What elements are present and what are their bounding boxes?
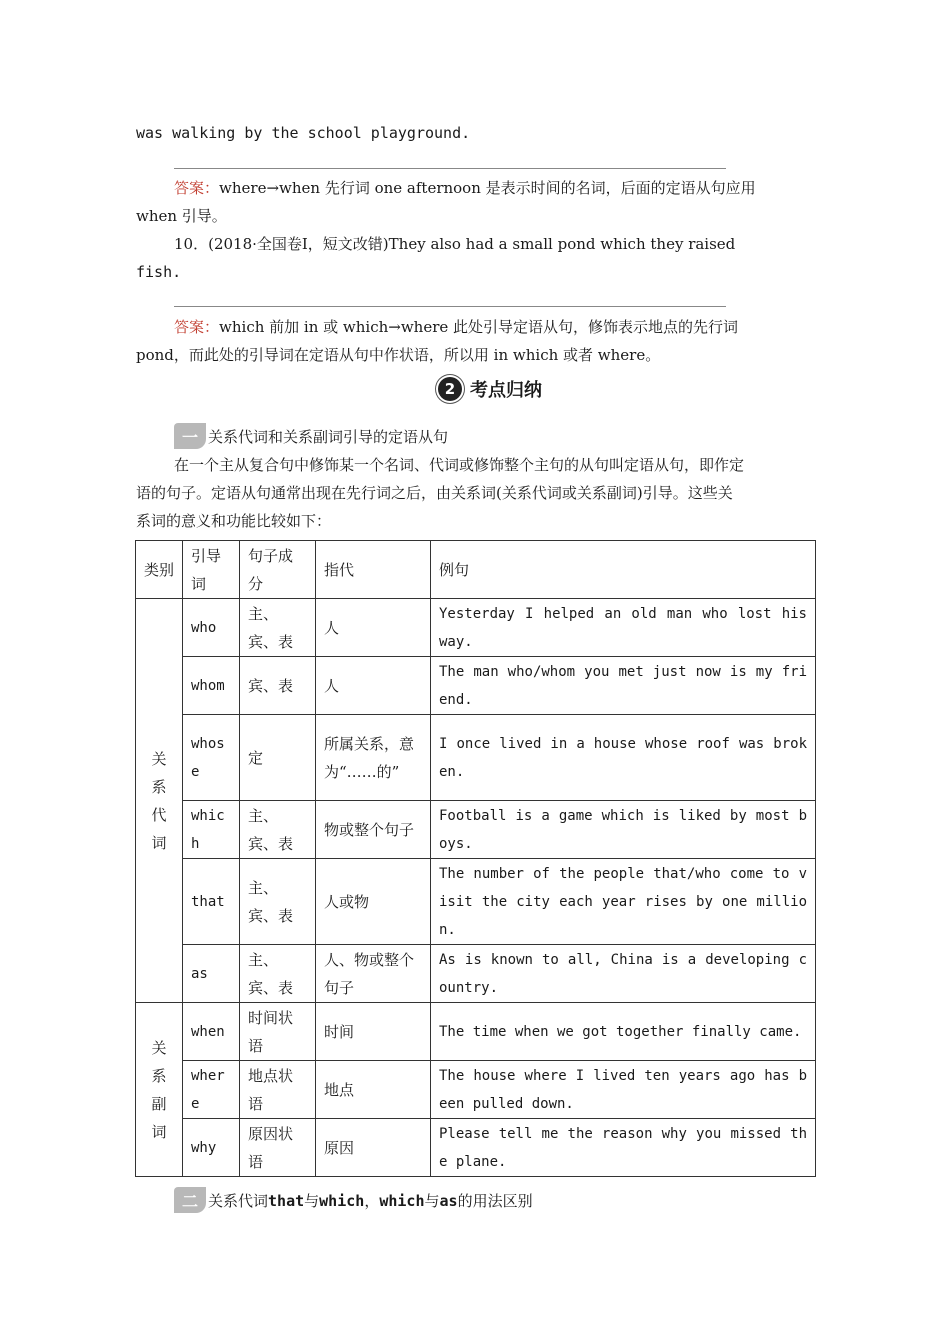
- row-word: that: [183, 859, 240, 945]
- row-role: 定: [240, 715, 316, 801]
- row-example: The time when we got together finally came.: [431, 1003, 816, 1061]
- row-refers: 所属关系，意为“……的”: [316, 715, 431, 801]
- question-9-tail: was walking by the school playground.: [136, 124, 471, 142]
- subheading-badge-icon: 一: [174, 423, 206, 449]
- row-example: The man who/whom you met just now is my friend.: [431, 657, 816, 715]
- intro-line-2: 语的句子。定语从句通常出现在先行词之后，由关系词(关系代词或关系副词)引导。这些关: [136, 484, 733, 502]
- title-part: 的用法区别: [457, 1191, 533, 1210]
- table-row: [136, 1061, 816, 1119]
- question-10: 10．(2018·全国卷Ⅰ，短文改错)They also had a small pond which they raised: [174, 235, 736, 253]
- row-refers: 人: [316, 657, 431, 715]
- table-header-row: [136, 541, 816, 599]
- header-example: 例句: [431, 541, 816, 599]
- subheading-badge-icon: 二: [174, 1187, 206, 1213]
- table-row: [136, 801, 816, 859]
- row-word: which: [183, 801, 240, 859]
- keyword-that: that: [268, 1191, 305, 1210]
- keyword-as: as: [439, 1191, 458, 1210]
- row-role: 时间状语: [240, 1003, 316, 1061]
- subheading-2-title: [208, 1190, 533, 1211]
- subheading-1-title: 关系代词和关系副词引导的定语从句: [208, 427, 449, 446]
- row-word: whose: [183, 715, 240, 801]
- row-word: where: [183, 1061, 240, 1119]
- row-word: as: [183, 945, 240, 1003]
- table-row: [136, 599, 816, 657]
- table-row: [136, 859, 816, 945]
- category-relative-adverb: 关 系 副 词: [136, 1003, 183, 1177]
- subheading-1: [174, 422, 448, 450]
- row-example: As is known to all, China is a developing country.: [431, 945, 816, 1003]
- row-word: whom: [183, 657, 240, 715]
- title-part: 与: [304, 1191, 320, 1210]
- title-part: ，: [364, 1191, 380, 1210]
- section-number-icon: 2: [438, 377, 462, 401]
- answer-10: [174, 313, 814, 341]
- row-role: 主、宾、表: [240, 801, 316, 859]
- row-refers: 物或整个句子: [316, 801, 431, 859]
- title-part: 与: [424, 1191, 440, 1210]
- row-example: Football is a game which is liked by most boys.: [431, 801, 816, 859]
- table-row: [136, 1119, 816, 1177]
- row-role: 主、宾、表: [240, 859, 316, 945]
- question-10-cont: fish.: [136, 263, 182, 281]
- category-relative-pronoun: 关 系 代 词: [136, 599, 183, 1003]
- answer-10-cont: pond，而此处的引导词在定语从句中作状语，所以用 in which 或者 where。: [136, 346, 661, 364]
- row-refers: 地点: [316, 1061, 431, 1119]
- answer-10-text: which 前加 in 或 which→where 此处引导定语从句，修饰表示地点的先行词: [219, 318, 739, 336]
- title-part: 关系代词: [208, 1191, 269, 1210]
- table-row: [136, 1003, 816, 1061]
- answer-label: 答案：: [174, 179, 220, 197]
- answer-divider: [174, 306, 726, 307]
- row-example: I once lived in a house whose roof was broken.: [431, 715, 816, 801]
- row-role: 主、宾、表: [240, 945, 316, 1003]
- row-example: Yesterday I helped an old man who lost his way.: [431, 599, 816, 657]
- row-word: when: [183, 1003, 240, 1061]
- row-refers: 时间: [316, 1003, 431, 1061]
- row-refers: 人、物或整个句子: [316, 945, 431, 1003]
- header-role: 句子成分: [240, 541, 316, 599]
- row-word: who: [183, 599, 240, 657]
- answer-label: 答案：: [174, 318, 220, 336]
- table-row: [136, 657, 816, 715]
- row-word: why: [183, 1119, 240, 1177]
- subheading-2: [174, 1186, 533, 1214]
- answer-9-cont: when 引导。: [136, 207, 227, 225]
- section-title: 考点归纳: [470, 380, 542, 401]
- keyword-which: which: [319, 1191, 365, 1210]
- row-example: Please tell me the reason why you missed the plane.: [431, 1119, 816, 1177]
- row-example: The number of the people that/who come to visit the city each year rises by one million.: [431, 859, 816, 945]
- section-heading: [438, 372, 542, 406]
- intro-line-3: 系词的意义和功能比较如下：: [136, 512, 332, 530]
- row-refers: 原因: [316, 1119, 431, 1177]
- header-refers: 指代: [316, 541, 431, 599]
- answer-divider: [174, 168, 726, 169]
- relative-words-table: [135, 540, 816, 1177]
- header-word: 引导词: [183, 541, 240, 599]
- row-role: 原因状语: [240, 1119, 316, 1177]
- row-role: 地点状语: [240, 1061, 316, 1119]
- header-category: 类别: [136, 541, 183, 599]
- row-role: 主、宾、表: [240, 599, 316, 657]
- answer-9-text: where→when 先行词 one afternoon 是表示时间的名词，后面的定语从句应用: [219, 179, 756, 197]
- table-row: [136, 945, 816, 1003]
- row-refers: 人: [316, 599, 431, 657]
- keyword-which: which: [379, 1191, 425, 1210]
- intro-line-1: 在一个主从复合句中修饰某一个名词、代词或修饰整个主句的从句叫定语从句，即作定: [174, 456, 745, 474]
- answer-9: [174, 174, 814, 202]
- row-refers: 人或物: [316, 859, 431, 945]
- row-example: The house where I lived ten years ago has been pulled down.: [431, 1061, 816, 1119]
- table-row: [136, 715, 816, 801]
- row-role: 宾、表: [240, 657, 316, 715]
